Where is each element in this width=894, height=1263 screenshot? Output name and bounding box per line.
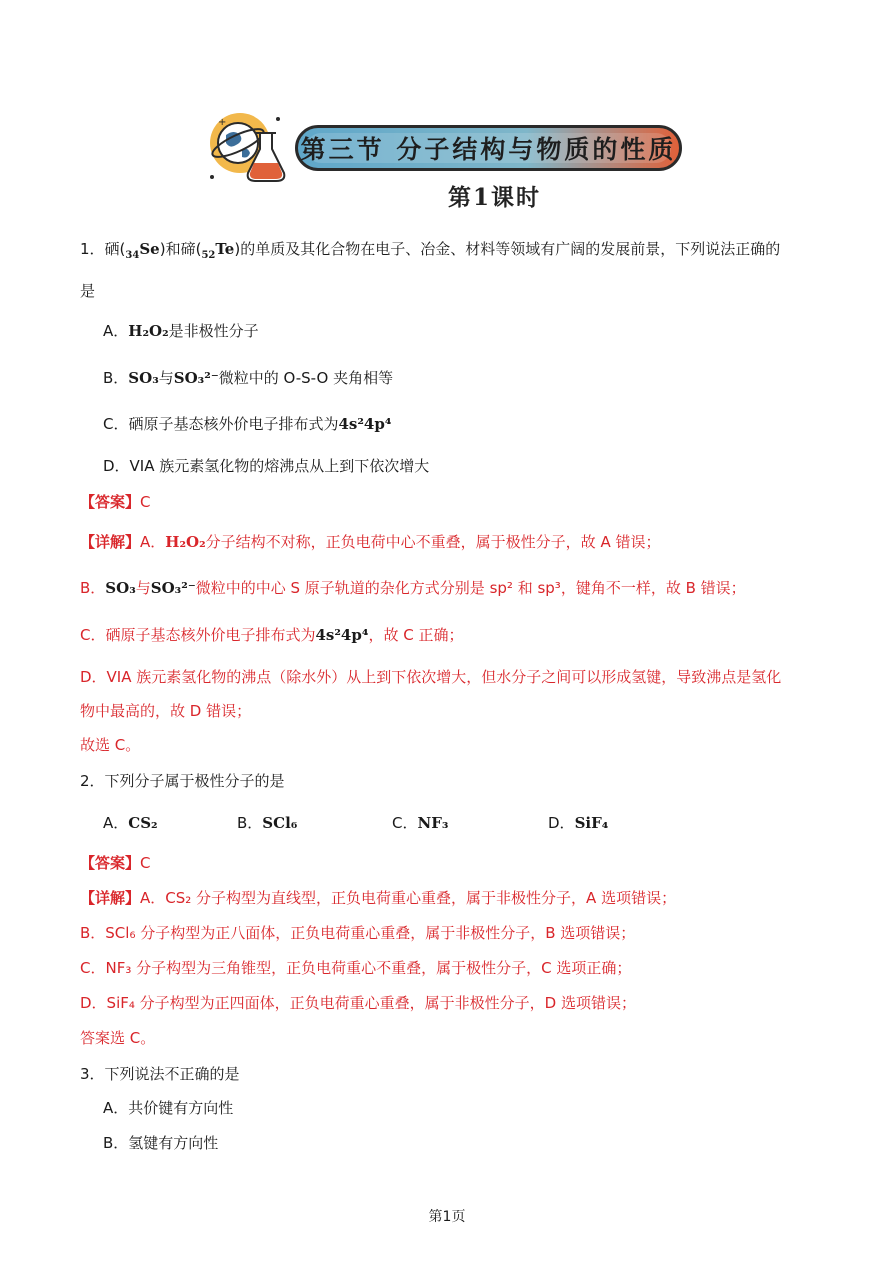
- q1-option-b: B．SO₃与SO₃²⁻微粒中的 O-S-O 夹角相等: [103, 369, 394, 387]
- chemistry-flask-globe-icon: [198, 105, 298, 195]
- q1-stem-line1: 1．硒$(_{34}Se)$和碲$(_{52}Te)$的单质及其化合物在电子、冶金、材料等领域有广阔的发展前景，下列说法正确的: [80, 240, 781, 261]
- q2-detail-d: D．SiF₄ 分子构型为正四面体，正负电荷重心重叠，属于非极性分子，D 选项错误；: [80, 994, 636, 1012]
- q2-option-d: D．SiF₄: [548, 814, 609, 832]
- q1-detail-a: 【详解】A．H₂O₂分子结构不对称，正负电荷中心不重叠，属于极性分子，故 A 错误；: [80, 533, 661, 551]
- svg-text:+: +: [218, 117, 227, 128]
- q1-answer: 【答案】C: [80, 493, 151, 511]
- q3-option-a: A．共价键有方向性: [103, 1099, 234, 1117]
- page-number: 第1页: [428, 1209, 466, 1225]
- q1-option-a: A．H₂O₂是非极性分子: [103, 322, 259, 340]
- q2-detail-a: 【详解】A．CS₂ 分子构型为直线型，正负电荷重心重叠，属于非极性分子，A 选项错误；: [80, 889, 677, 907]
- q3-stem: 3．下列说法不正确的是: [80, 1065, 240, 1083]
- q2-detail-b: B．SCl₆ 分子构型为正八面体，正负电荷重心重叠，属于非极性分子，B 选项错误；: [80, 924, 636, 942]
- q1-detail-c: C．硒原子基态核外价电子排布式为4s²4p⁴，故 C 正确；: [80, 626, 464, 644]
- q1-detail-d-line1: D．VIA 族元素氢化物的沸点（除水外）从上到下依次增大，但水分子之间可以形成氢键，导致沸点是氢化: [80, 668, 782, 686]
- q2-option-b: B．SCl₆: [237, 814, 298, 832]
- q2-stem: 2．下列分子属于极性分子的是: [80, 772, 285, 790]
- q1-conclusion: 故选 C。: [80, 736, 141, 754]
- q1-option-c: C．硒原子基态核外价电子排布式为4s²4p⁴: [103, 415, 392, 433]
- q2-conclusion: 答案选 C。: [80, 1029, 156, 1047]
- q1-detail-b: B．SO₃与SO₃²⁻微粒中的中心 S 原子轨道的杂化方式分别是 sp² 和 sp³，键角不一样，故 B 错误；: [80, 579, 746, 597]
- chapter-title-banner: [295, 125, 682, 171]
- q3-option-b: B．氢键有方向性: [103, 1134, 219, 1152]
- chapter-title: 第三节 分子结构与物质的性质: [300, 135, 677, 164]
- q1-stem-line2: 是: [80, 282, 96, 300]
- q1-option-d: D．VIA 族元素氢化物的熔沸点从上到下依次增大: [103, 457, 430, 475]
- chapter-header: [198, 105, 698, 215]
- q2-option-c: C．NF₃: [392, 814, 449, 832]
- q2-answer: 【答案】C: [80, 854, 151, 872]
- q2-detail-c: C．NF₃ 分子构型为三角锥型，正负电荷重心不重叠，属于极性分子，C 选项正确；: [80, 959, 632, 977]
- lesson-subtitle: 第1课时: [448, 184, 542, 211]
- q2-option-a: A．CS₂: [103, 814, 158, 832]
- q1-detail-d-line2: 物中最高的，故 D 错误；: [80, 702, 252, 720]
